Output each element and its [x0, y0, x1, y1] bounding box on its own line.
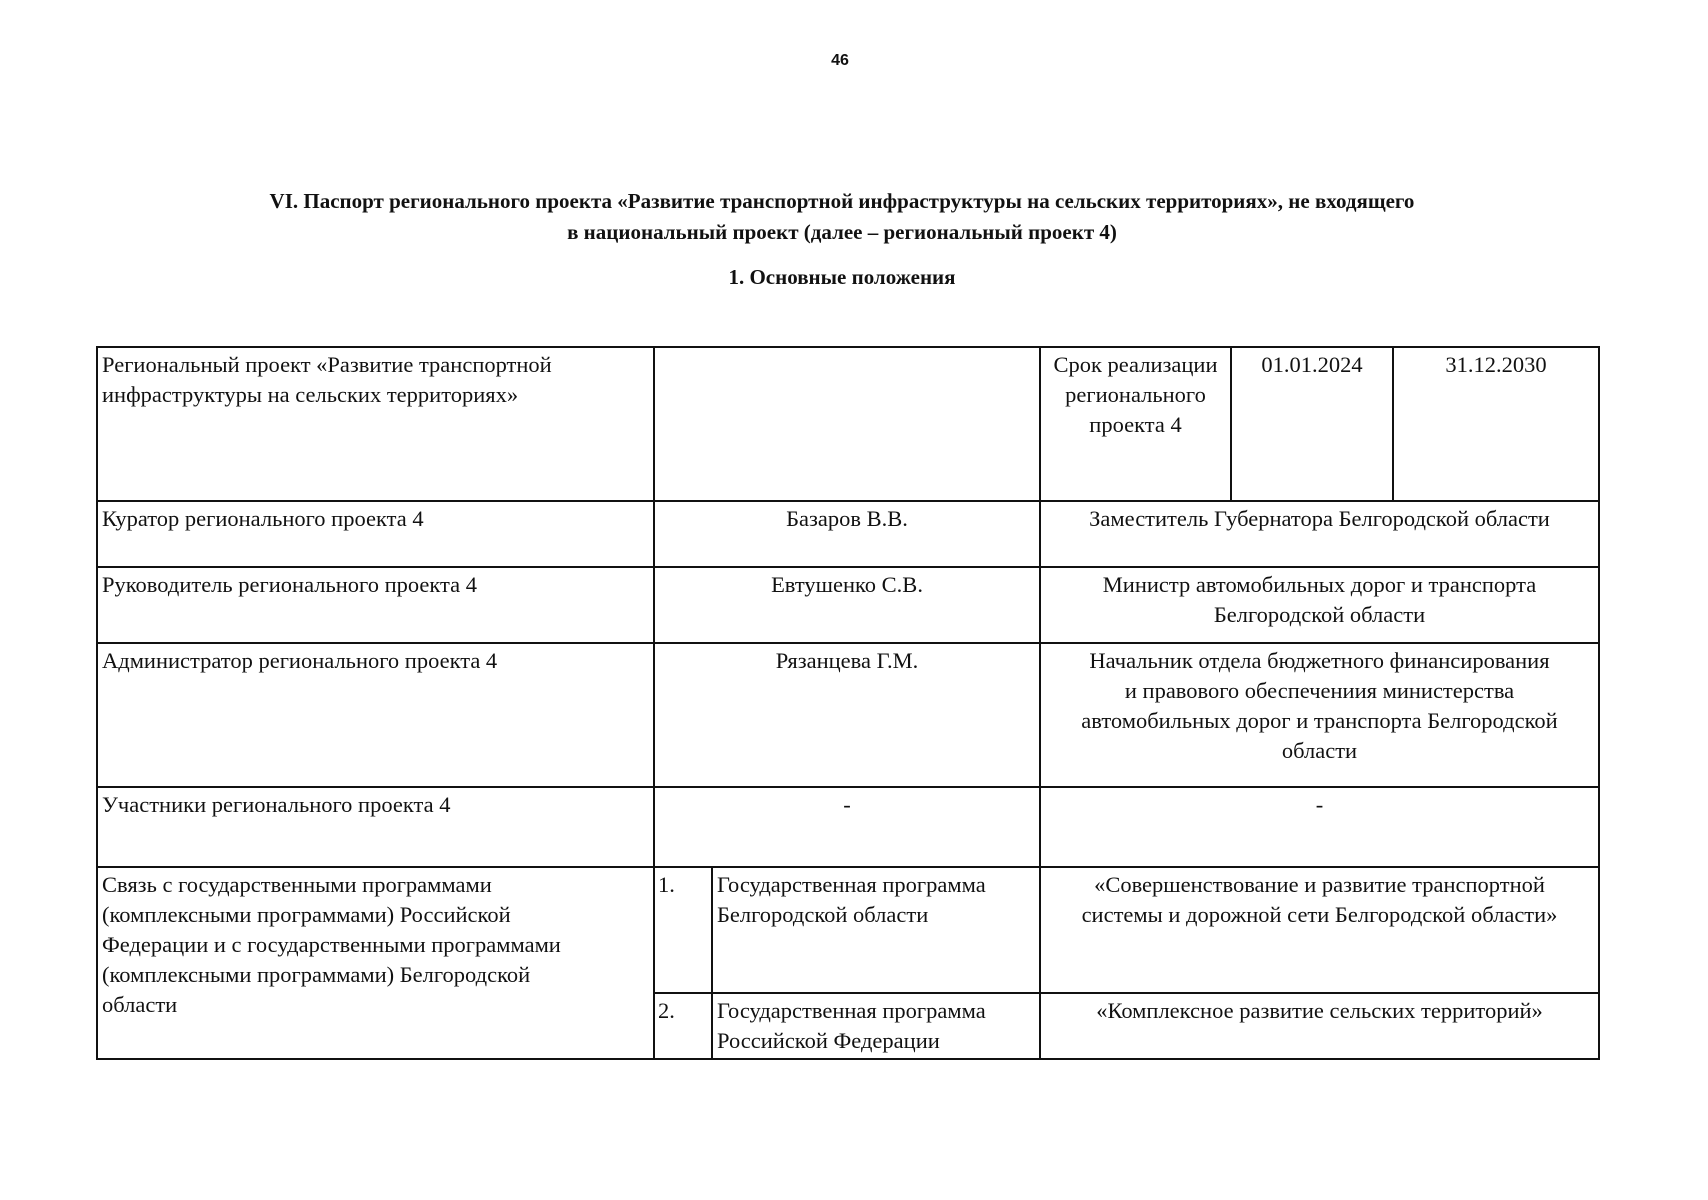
curator-position: Заместитель Губернатора Белгородской области: [1040, 501, 1599, 567]
head-label: Руководитель регионального проекта 4: [97, 567, 654, 643]
administrator-label: Администратор регионального проекта 4: [97, 643, 654, 787]
head-name: Евтушенко С.В.: [654, 567, 1040, 643]
curator-name: Базаров В.В.: [654, 501, 1040, 567]
section-heading: [0, 186, 1684, 248]
project-term-label-cell: Срок реализации регионального проекта 4: [1040, 347, 1231, 501]
project-end-date: 31.12.2030: [1393, 347, 1599, 501]
project-passport-table: [96, 346, 1600, 1060]
project-empty-cell: [654, 347, 1040, 501]
program-type: Государственная программа Российской Федерации: [712, 993, 1040, 1059]
project-start-date: 01.01.2024: [1231, 347, 1393, 501]
participants-label: Участники регионального проекта 4: [97, 787, 654, 867]
administrator-row: [97, 643, 1599, 787]
administrator-name: Рязанцева Г.М.: [654, 643, 1040, 787]
participants-name: -: [654, 787, 1040, 867]
administrator-position: Начальник отдела бюджетного финансирования и правового обеспечениия министерства автомобильных дорог и транспорта Белгородской области: [1040, 643, 1599, 787]
subsection-heading: 1. Основные положения: [728, 265, 956, 289]
curator-row: [97, 501, 1599, 567]
curator-label: Куратор регионального проекта 4: [97, 501, 654, 567]
program-number: 1.: [654, 867, 712, 993]
project-row: [97, 347, 1599, 501]
program-type: Государственная программа Белгородской области: [712, 867, 1040, 993]
program-row-1: [97, 867, 1599, 993]
project-label-cell: Региональный проект «Развитие транспортной инфраструктуры на сельских территориях»: [97, 347, 654, 501]
heading-line-1: VI. Паспорт регионального проекта «Развитие транспортной инфраструктуры на сельских территориях», не входящего: [269, 189, 1415, 213]
programs-label: Связь с государственными программами (комплексными программами) Российской Федерации и с государственными программами (комплексными программами) Белгородской области: [97, 867, 654, 1059]
page-number: 46: [831, 52, 849, 69]
program-title: «Совершенствование и развитие транспортной системы и дорожной сети Белгородской области»: [1040, 867, 1599, 993]
program-number: 2.: [654, 993, 712, 1059]
heading-line-2: в национальный проект (далее – региональный проект 4): [567, 220, 1117, 244]
head-row: [97, 567, 1599, 643]
participants-row: [97, 787, 1599, 867]
head-position: Министр автомобильных дорог и транспорта Белгородской области: [1040, 567, 1599, 643]
participants-position: -: [1040, 787, 1599, 867]
program-title: «Комплексное развитие сельских территорий»: [1040, 993, 1599, 1059]
